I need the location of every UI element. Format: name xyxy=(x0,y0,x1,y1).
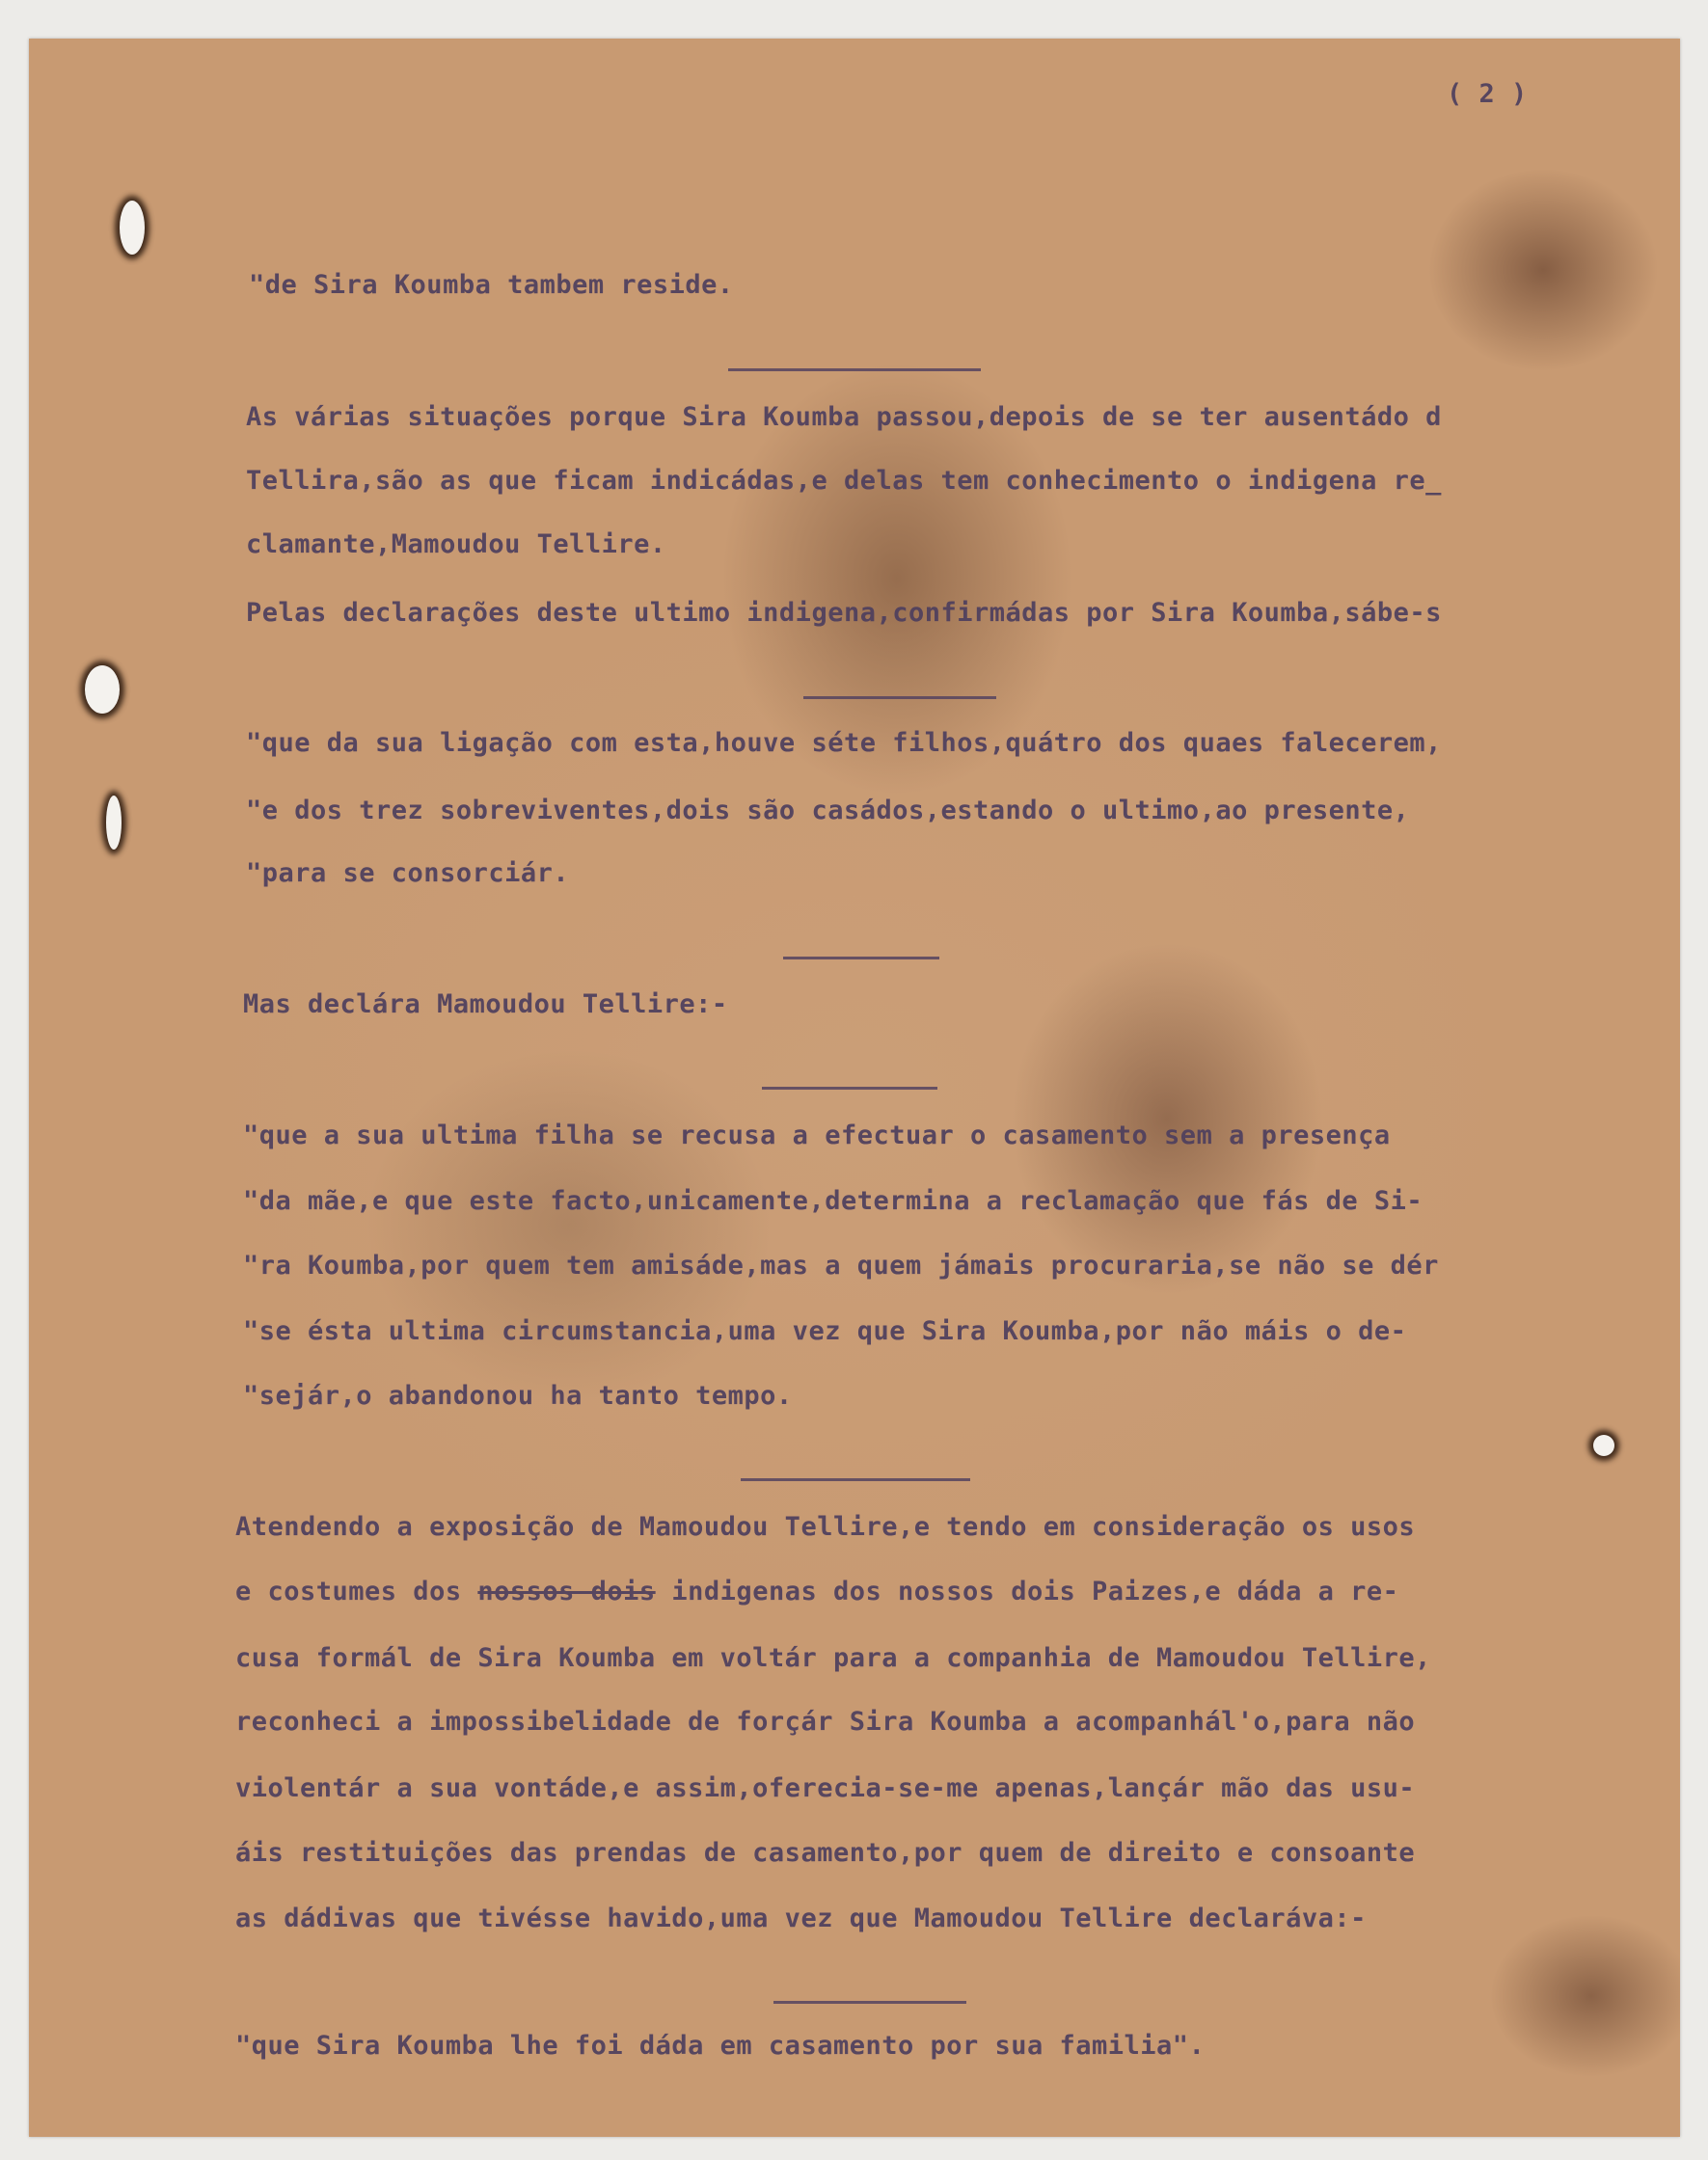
text-line-with-strikethrough xyxy=(235,1577,1398,1606)
text-line: violentár a sua vontáde,e assim,oferecia-se-me apenas,lançár mão das usu- xyxy=(235,1773,1416,1803)
text-line: "sejár,o abandonou ha tanto tempo. xyxy=(243,1381,793,1411)
text-line: "para se consorciár. xyxy=(246,858,570,888)
separator-rule xyxy=(803,696,996,699)
text-line: Mas declára Mamoudou Tellire:- xyxy=(243,989,728,1019)
text-line: "que da sua ligação com esta,houve séte filhos,quátro dos quaes falecerem, xyxy=(246,728,1442,758)
text-segment: e costumes dos xyxy=(235,1577,478,1606)
text-line: Tellira,são as que ficam indicádas,e delas tem conhecimento o indigena re_ xyxy=(246,466,1442,496)
punch-hole xyxy=(120,201,145,255)
text-line: áis restituições das prendas de casamento,por quem de direito e consoante xyxy=(235,1838,1416,1868)
text-line: clamante,Mamoudou Tellire. xyxy=(246,529,666,559)
separator-rule xyxy=(762,1087,937,1090)
text-line: "e dos trez sobreviventes,dois são casádos,estando o ultimo,ao presente, xyxy=(246,796,1410,825)
struck-text: nossos dois xyxy=(477,1577,656,1606)
separator-rule xyxy=(783,957,939,959)
text-line: "da mãe,e que este facto,unicamente,determina a reclamação que fás de Si- xyxy=(243,1186,1423,1216)
text-line: "de Sira Koumba tambem reside. xyxy=(249,270,734,300)
separator-rule xyxy=(741,1478,970,1481)
page-number: ( 2 ) xyxy=(1447,79,1528,109)
text-line: As várias situações porque Sira Koumba passou,depois de se ter ausentádo d xyxy=(246,402,1442,432)
text-line: "que a sua ultima filha se recusa a efectuar o casamento sem a presença xyxy=(243,1120,1391,1150)
text-line: cusa formál de Sira Koumba em voltár para a companhia de Mamoudou Tellire, xyxy=(235,1643,1431,1673)
separator-rule xyxy=(728,368,981,371)
text-line: Pelas declarações deste ultimo indigena,confirmádas por Sira Koumba,sábe-s xyxy=(246,598,1442,628)
punch-hole xyxy=(1593,1435,1614,1456)
text-line: "se ésta ultima circumstancia,uma vez que Sira Koumba,por não máis o de- xyxy=(243,1316,1407,1346)
text-segment: indigenas dos nossos dois Paizes,e dáda a re- xyxy=(655,1577,1399,1606)
punch-hole xyxy=(106,796,122,850)
punch-hole xyxy=(85,665,120,714)
separator-rule xyxy=(773,2001,966,2004)
text-line: "ra Koumba,por quem tem amisáde,mas a quem jámais procuraria,se não se dér xyxy=(243,1251,1439,1281)
text-line: as dádivas que tivésse havido,uma vez que Mamoudou Tellire declaráva:- xyxy=(235,1904,1367,1933)
text-line: reconheci a impossibelidade de forçár Sira Koumba a acompanhál'o,para não xyxy=(235,1707,1416,1737)
text-line: "que Sira Koumba lhe foi dáda em casamento por sua familia". xyxy=(235,2031,1206,2061)
text-line: Atendendo a exposição de Mamoudou Tellire,e tendo em consideração os usos xyxy=(235,1512,1416,1542)
